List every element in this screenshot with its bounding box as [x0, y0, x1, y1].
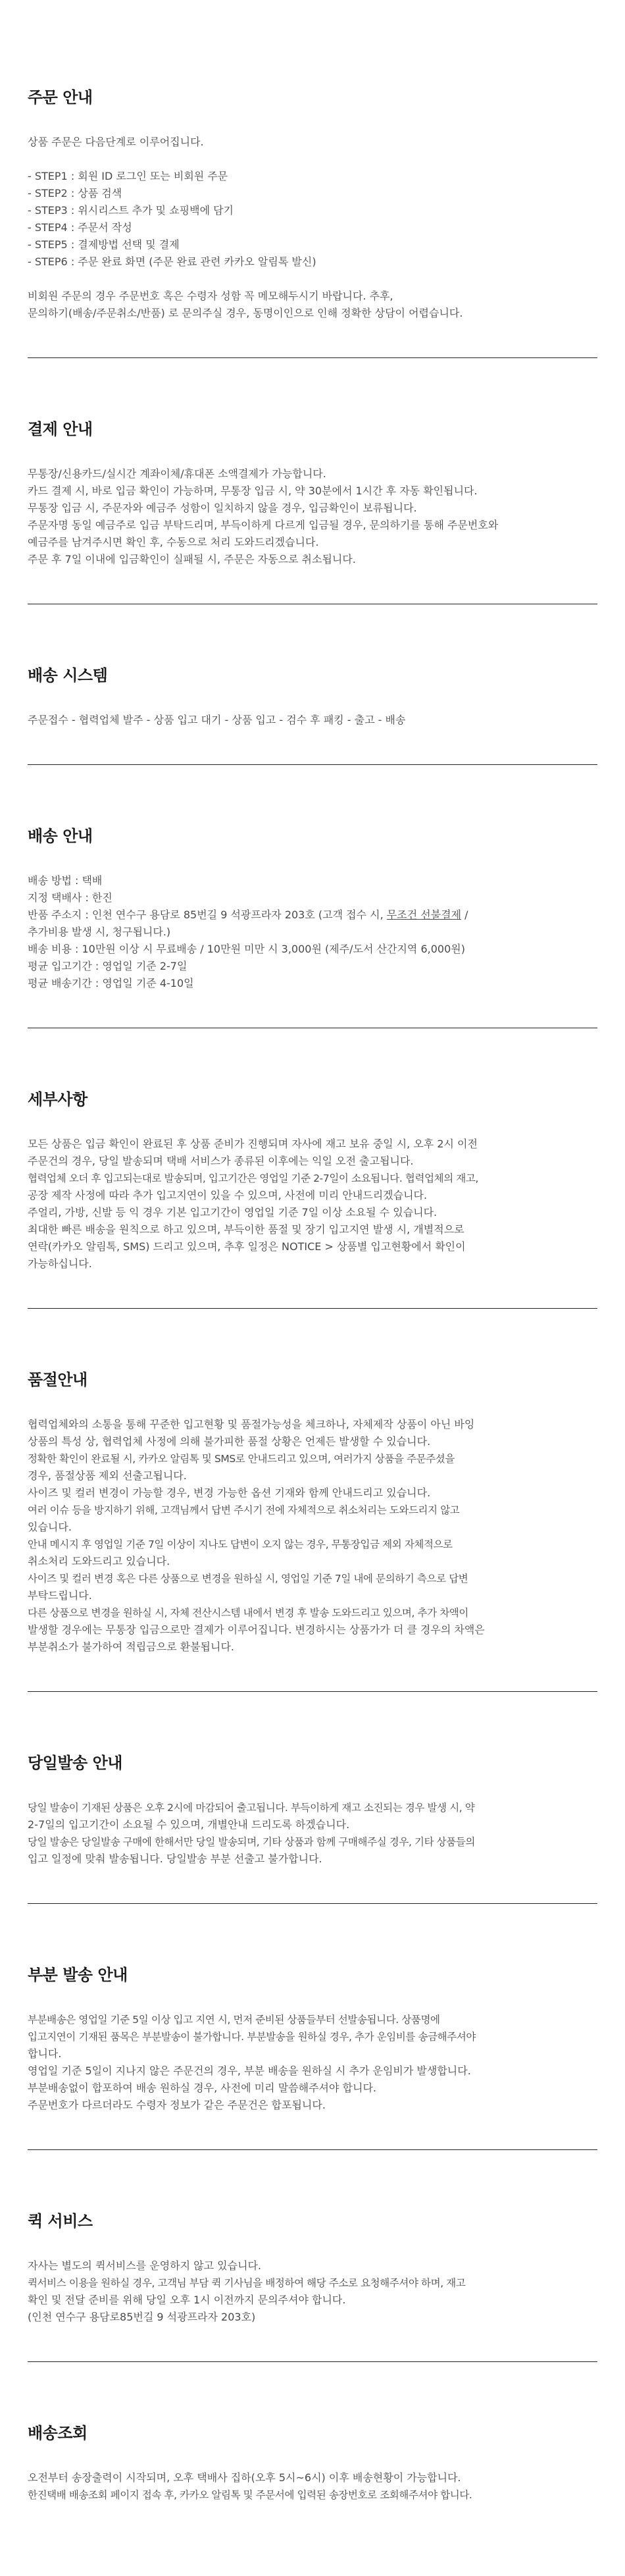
partial-shipping-section — [28, 1962, 597, 2150]
delivery-courier: 지정 택배사 : 한진 — [28, 891, 113, 904]
soldout-line: 경우, 품절상품 제외 선출고됩니다. — [28, 1469, 187, 1482]
soldout-line: 부분취소가 불가하여 적립금으로 환불됩니다. — [28, 1641, 235, 1653]
soldout-line: 부탁드립니다. — [28, 1589, 92, 1602]
section-title: 퀵 서비스 — [28, 2212, 93, 2230]
section-title: 배송 시스템 — [28, 666, 108, 685]
stock-period: 평균 입고기간 : 영업일 기준 2-7일 — [28, 960, 188, 972]
section-title: 주문 안내 — [28, 88, 93, 107]
section-title: 배송조회 — [28, 2424, 88, 2442]
details-line: 모든 상품은 입금 확인이 완료된 후 상품 준비가 진행되며 자사에 재고 보유 중일 시, 오후 2시 이전 — [28, 1138, 478, 1150]
section-title: 결제 안내 — [28, 420, 93, 438]
return-address-suffix: / — [461, 908, 468, 921]
return-extra: 추가비용 발생 시, 청구됩니다.) — [28, 926, 171, 938]
prepaid-notice: 무조건 선불결제 — [386, 908, 462, 921]
tracking-line: 오전부터 송장출력이 시작되며, 오후 택배사 집하(오후 5시~6시) 이후 배송현황이 가능합니다. — [28, 2471, 461, 2484]
payment-line: 주문자명 동일 예금주로 입금 부탁드리며, 부득이하게 다르게 입금될 경우, 문의하기를 통해 주문번호와 — [28, 519, 499, 531]
partial-line: 부분배송없이 합포하여 배송 원하실 경우, 사전에 미리 말씀해주셔야 합니다. — [28, 2082, 376, 2094]
order-step: - STEP6 : 주문 완료 화면 (주문 완료 관련 카카오 알림톡 발신) — [28, 255, 316, 268]
soldout-line: 사이즈 및 컬러 변경이 가능할 경우, 변경 가능한 옵션 기재와 함께 안내드리고 있습니다. — [28, 1486, 431, 1499]
order-note: 문의하기(배송/주문취소/반품) 로 문의주실 경우, 동명이인으로 인해 정확한 상담이 어렵습니다. — [28, 307, 463, 319]
section-title: 세부사항 — [28, 1090, 88, 1109]
soldout-line: 사이즈 및 컬러 변경 혹은 다른 상품으로 변경을 원하실 시, 영업일 기준 7일 내에 문의하기 측으로 답변 — [28, 1573, 468, 1585]
details-section — [28, 1086, 597, 1309]
section-title: 부분 발송 안내 — [28, 1966, 128, 1984]
same-day-line: 당일 발송이 기재된 상품은 오후 2시에 마감되어 출고됩니다. 부득이하게 재고 소진되는 경우 발생 시, 약 — [28, 1802, 475, 1814]
quick-line: 확인 및 전달 준비를 위해 당일 오후 1시 이전까지 문의주셔야 합니다. — [28, 2294, 346, 2306]
payment-guide-section — [28, 416, 597, 604]
payment-line: 카드 결제 시, 바로 입금 확인이 가능하며, 무통장 입금 시, 약 30분에서 1시간 후 자동 확인됩니다. — [28, 485, 478, 497]
order-step: - STEP4 : 주문서 작성 — [28, 221, 132, 234]
quick-address: (인천 연수구 용담로85번길 9 석광프라자 203호) — [28, 2311, 256, 2323]
soldout-section — [28, 1367, 597, 1692]
order-step: - STEP3 : 위시리스트 추가 및 쇼핑백에 담기 — [28, 204, 234, 217]
soldout-line: 다른 상품으로 변경을 원하실 시, 자체 전산시스템 내에서 변경 후 발송 도와드리고 있으며, 추가 차액이 — [28, 1607, 468, 1619]
soldout-line: 상품의 특성 상, 협력업체 사정에 의해 불가피한 품절 상황은 언제든 발생할 수 있습니다. — [28, 1435, 431, 1448]
soldout-line: 취소처리 도와드리고 있습니다. — [28, 1555, 170, 1567]
same-day-line: 입고 일정에 맞춰 발송됩니다. 당일발송 부분 선출고 불가합니다. — [28, 1853, 322, 1865]
same-day-line: 2-7일의 입고기간이 소요될 수 있으며, 개별안내 드리도록 하겠습니다. — [28, 1818, 350, 1831]
payment-line: 예금주를 남겨주시면 확인 후, 수동으로 처리 도와드리겠습니다. — [28, 536, 319, 548]
partial-line: 영업일 기준 5일이 지나지 않은 주문건의 경우, 부분 배송을 원하실 시 추가 운임비가 발생합니다. — [28, 2064, 471, 2077]
return-address — [28, 907, 597, 924]
order-step: - STEP2 : 상품 검색 — [28, 187, 122, 199]
return-address-text: 반품 주소지 : 인천 연수구 용담로 85번길 9 석광프라자 203호 (고객 접수 시, — [28, 908, 387, 921]
order-guide-section — [28, 84, 597, 358]
delivery-system-section — [28, 662, 597, 765]
same-day-line: 당일 발송은 당일발송 구매에 한해서만 당일 발송되며, 기타 상품과 함께 구매해주실 경우, 기타 상품들의 — [28, 1836, 475, 1848]
ship-period: 평균 배송기간 : 영업일 기준 4-10일 — [28, 977, 194, 989]
delivery-method: 배송 방법 : 택배 — [28, 874, 103, 887]
delivery-system-flow: 주문접수 - 협력업체 발주 - 상품 입고 대기 - 상품 입고 - 검수 후 패킹 - 출고 - 배송 — [28, 714, 406, 726]
details-line: 공장 제작 사정에 따라 추가 입고지연이 있을 수 있으며, 사전에 미리 안내드리겠습니다. — [28, 1189, 428, 1201]
quick-line: 퀵서비스 이용을 원하실 경우, 고객님 부담 퀵 기사님을 배정하여 해당 주소로 요청해주셔야 하며, 재고 — [28, 2277, 466, 2289]
payment-line: 주문 후 7일 이내에 입금확인이 실패될 시, 주문은 자동으로 취소됩니다. — [28, 553, 356, 565]
details-line: 주얼리, 가방, 신발 등 익 경우 기본 입고기간이 영업일 기준 7일 이상 소요될 수 있습니다. — [28, 1206, 438, 1219]
order-intro: 상품 주문은 다음단계로 이루어집니다. — [28, 136, 204, 148]
details-line: 연락(카카오 알림톡, SMS) 드리고 있으며, 추후 일정은 NOTICE > 상품별 입고현황에서 확인이 — [28, 1240, 466, 1253]
order-step: - STEP1 : 회원 ID 로그인 또는 비회원 주문 — [28, 170, 228, 182]
soldout-line: 발생할 경우에는 무통장 입금으로만 결제가 이루어집니다. 변경하시는 상품가가 더 클 경우의 차액은 — [28, 1623, 485, 1636]
details-line: 주문건의 경우, 당일 발송되며 택배 서비스가 종류된 이후에는 익일 오전 출고됩니다. — [28, 1155, 414, 1167]
order-note: 비회원 주문의 경우 주문번호 혹은 수령자 성함 꼭 메모해두시기 바랍니다. 추후, — [28, 290, 393, 302]
soldout-line: 정확한 확인이 완료될 시, 카카오 알림톡 및 SMS로 안내드리고 있으며, 여러가지 상품을 주문주셨을 — [28, 1453, 455, 1465]
quick-line: 자사는 별도의 퀵서비스를 운영하지 않고 있습니다. — [28, 2259, 262, 2272]
quick-service-section — [28, 2208, 597, 2362]
partial-line: 부분배송은 영업일 기준 5일 이상 입고 지연 시, 먼저 준비된 상품들부터 선발송됩니다. 상품명에 — [28, 2014, 440, 2026]
details-line: 최대한 빠른 배송을 원칙으로 하고 있으며, 부득이한 품절 및 장기 입고지연 발생 시, 개별적으로 — [28, 1223, 464, 1236]
details-line: 가능하십니다. — [28, 1257, 92, 1270]
soldout-line: 여러 이슈 등을 방지하기 위해, 고객님께서 답변 주시기 전에 자체적으로 취소처리는 도와드리지 않고 — [28, 1504, 460, 1516]
section-title: 당일발송 안내 — [28, 1754, 122, 1772]
section-title: 배송 안내 — [28, 827, 93, 845]
tracking-line: 한진택배 배송조회 페이지 접속 후, 카카오 알림톡 및 주문서에 입력된 송장번호로 조회해주셔야 합니다. — [28, 2489, 472, 2501]
same-day-section — [28, 1750, 597, 1904]
details-line: 협력업체 오더 후 입고되는대로 발송되며, 입고기간은 영업일 기준 2-7일이 소요됩니다. 협력업체의 재고, — [28, 1172, 478, 1184]
soldout-line: 안내 메시지 후 영업일 기준 7일 이상이 지나도 답변이 오지 않는 경우, 무통장입금 제외 자체적으로 — [28, 1538, 453, 1550]
section-title: 품절안내 — [28, 1371, 88, 1389]
soldout-line: 협력업체와의 소통을 통해 꾸준한 입고현황 및 품절가능성을 체크하나, 자체제작 상품이 아닌 바잉 — [28, 1418, 475, 1431]
delivery-fee: 배송 비용 : 10만원 이상 시 무료배송 / 10만원 미만 시 3,000원 (제주/도서 산간지역 6,000원) — [28, 943, 465, 955]
partial-line: 주문번호가 다르더라도 수령자 정보가 같은 주문건은 합포됩니다. — [28, 2099, 326, 2111]
order-step: - STEP5 : 결제방법 선택 및 결제 — [28, 238, 180, 251]
tracking-section — [28, 2420, 597, 2539]
partial-line: 입고지연이 기재된 품목은 부분발송이 불가합니다. 부분발송을 원하실 경우, 추가 운임비를 송금해주셔야 — [28, 2031, 476, 2043]
delivery-guide-section — [28, 823, 597, 1028]
payment-line: 무통장/신용카드/실시간 계좌이체/휴대폰 소액결제가 가능합니다. — [28, 467, 326, 480]
soldout-line: 있습니다. — [28, 1521, 72, 1533]
partial-line: 합니다. — [28, 2047, 62, 2060]
payment-line: 무통장 입금 시, 주문자와 예금주 성함이 일치하지 않을 경우, 입금확인이 보류됩니다. — [28, 502, 417, 514]
